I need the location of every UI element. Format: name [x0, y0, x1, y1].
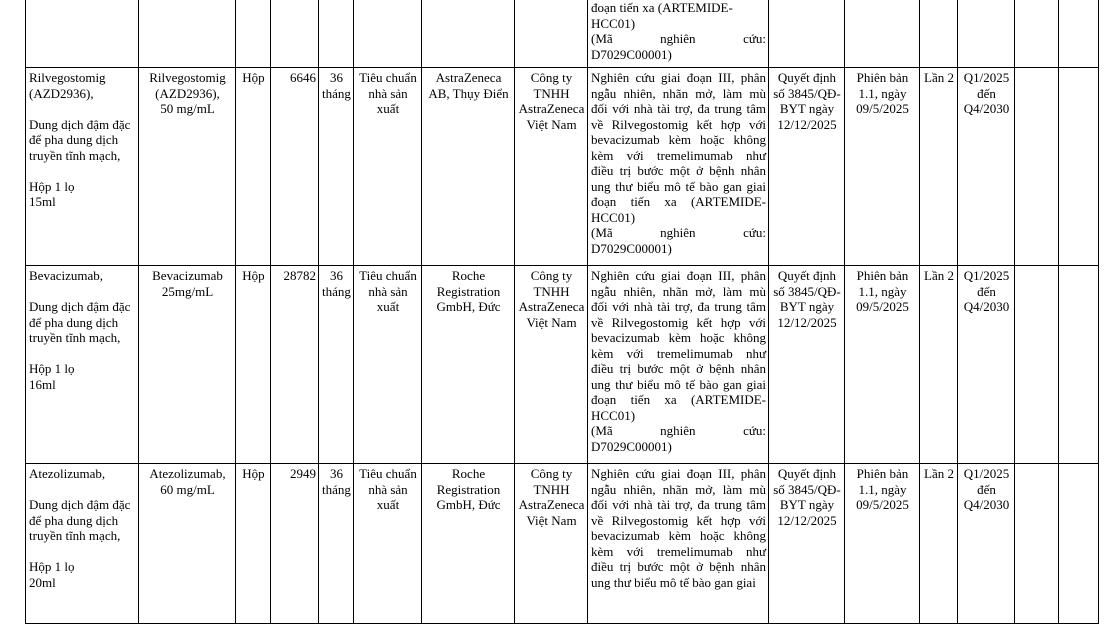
cell-company [515, 68, 588, 266]
decision-line: số 3845/QĐ- [773, 481, 841, 497]
quantity-text: 2949 [290, 466, 316, 481]
description-line: ngẫu nhiên, nhãn mở, làm mù [591, 283, 766, 299]
cell-ingredient [139, 464, 236, 624]
name-line [29, 101, 136, 117]
cell-times [920, 0, 958, 68]
manufacturer-line: GmbH, Đức [436, 497, 501, 512]
version-line: 1.1, ngày [858, 85, 907, 101]
cell-manufacturer [422, 68, 515, 266]
cell-version [845, 68, 920, 266]
ingredient-line: Atezolizumab, [149, 466, 226, 481]
name-line: để pha dung dịch [29, 512, 119, 528]
cell-company [515, 464, 588, 624]
manufacturer-line: Registration [436, 481, 501, 497]
ingredient-line: 60 mg/mL [160, 481, 215, 497]
description-line: đoạn tiến xa (ARTEMIDE- [591, 0, 733, 15]
description-line: đoạn tiến xa (ARTEMIDE- [591, 392, 766, 407]
cell-company [515, 266, 588, 464]
decision-line: BYT ngày [779, 497, 835, 512]
cell-name [26, 266, 139, 464]
cell-times [920, 464, 958, 624]
cell-name [26, 68, 139, 266]
name-line: để pha dung dịch [29, 314, 119, 330]
decision-line: 12/12/2025 [777, 116, 837, 132]
cell-unit [236, 266, 271, 464]
cell-standard [354, 266, 422, 464]
cell-decision [769, 266, 845, 464]
cell-empty [1059, 68, 1099, 266]
ingredient-line: 50 mg/mL [160, 101, 215, 116]
cell-quantity [271, 0, 319, 68]
manufacturer-line: AstraZeneca [435, 70, 502, 85]
shelf-life-line: tháng [322, 85, 351, 101]
ingredient-line: Rilvegostomig [149, 70, 226, 85]
name-line: Hộp 1 lọ [29, 559, 75, 574]
name-line: Dung dịch đậm đặc [29, 116, 131, 132]
period-line: đến [977, 283, 996, 299]
name-line: 15ml [29, 194, 56, 209]
period-line: đến [977, 481, 996, 497]
name-line: Hộp 1 lọ [29, 178, 75, 194]
cell-times [920, 266, 958, 464]
description-line: Nghiên cứu giai đoạn III, phân [591, 70, 766, 85]
standard-line: Tiêu chuẩn [359, 268, 417, 283]
manufacturer-line: Roche [451, 466, 486, 481]
version-line: Phiên bản [856, 268, 909, 283]
description-line: ung thư biểu mô tế bào gan giai [591, 574, 756, 590]
description-line: Nghiên cứu giai đoạn III, phân [591, 268, 766, 283]
table-row [26, 266, 1099, 464]
description-line: kèm với tremelimumab như [591, 147, 766, 163]
name-line: (AZD2936), [29, 85, 94, 101]
description-line: đối với nhà tài trợ, đa trung tâm [591, 101, 766, 116]
name-line: Dung dịch đậm đặc [29, 497, 131, 512]
cell-company [515, 0, 588, 68]
description-line: ung thư biểu mô tế bào gan giai [591, 376, 766, 392]
cell-unit [236, 0, 271, 68]
description-line: về Rilvegostomig kết hợp với [591, 512, 766, 528]
cell-description [588, 464, 769, 624]
description-line: ung thư biểu mô tế bào gan giai [591, 178, 766, 194]
description-line: ngẫu nhiên, nhãn mở, làm mù [591, 85, 766, 101]
cell-description [588, 266, 769, 464]
description-line: (Mã nghiên cứu: [591, 423, 766, 438]
description-line: kèm với tremelimumab như [591, 543, 766, 559]
unit-text: Hộp [242, 268, 265, 283]
ingredient-line: Bevacizumab [152, 268, 223, 283]
description-line: điều trị bước một ở bệnh nhân [591, 163, 766, 178]
cell-empty [1015, 266, 1059, 464]
company-line: Công ty [530, 466, 573, 481]
name-line [29, 346, 136, 362]
name-line: 20ml [29, 574, 56, 590]
standard-line: nhà sản [368, 85, 408, 101]
unit-text: Hộp [242, 70, 265, 85]
company-line: Việt Nam [526, 116, 577, 132]
times-text: Lần 2 [924, 466, 954, 481]
ingredient-line: 25mg/mL [161, 283, 214, 299]
description-line: (Mã nghiên cứu: [591, 225, 766, 240]
cell-ingredient [139, 0, 236, 68]
cell-empty [1059, 0, 1099, 68]
standard-line: nhà sản [368, 481, 408, 497]
version-line: 09/5/2025 [856, 101, 909, 116]
description-line: ngẫu nhiên, nhãn mở, làm mù [591, 481, 766, 497]
decision-line: Quyết định [777, 70, 837, 85]
cell-empty [1015, 0, 1059, 68]
cell-decision [769, 0, 845, 68]
cell-period [958, 464, 1015, 624]
standard-line: xuất [376, 497, 400, 512]
period-line: Q4/2030 [963, 299, 1010, 314]
name-line: truyền tĩnh mạch, [29, 528, 121, 543]
description-line: về Rilvegostomig kết hợp với [591, 314, 766, 330]
decision-line: 12/12/2025 [777, 512, 837, 528]
name-line: Rilvegostomig [29, 70, 106, 85]
company-line: Việt Nam [526, 512, 577, 528]
name-line [29, 163, 136, 179]
name-line: Atezolizumab, [29, 466, 106, 481]
cell-standard [354, 68, 422, 266]
name-line: Dung dịch đậm đặc [29, 299, 131, 314]
company-line: AstraZeneca [518, 497, 585, 512]
name-line [29, 482, 136, 498]
description-line: đoạn tiến xa (ARTEMIDE- [591, 194, 766, 209]
cell-description [588, 0, 769, 68]
cell-ingredient [139, 266, 236, 464]
cell-ingredient [139, 68, 236, 266]
table-row [26, 68, 1099, 266]
times-text: Lần 2 [924, 268, 954, 283]
period-line: Q1/2025 [963, 466, 1010, 481]
name-line [29, 284, 136, 300]
company-line: Công ty [530, 70, 573, 85]
name-line: truyền tĩnh mạch, [29, 147, 121, 163]
quantity-text: 28782 [283, 268, 316, 283]
version-line: 1.1, ngày [858, 481, 907, 497]
description-line: điều trị bước một ở bệnh nhân [591, 361, 766, 376]
standard-line: Tiêu chuẩn [359, 70, 417, 85]
unit-text: Hộp [242, 466, 265, 481]
company-line: TNHH [533, 85, 570, 101]
description-line: HCC01) [591, 15, 636, 31]
description-line: D7029C00001) [591, 438, 672, 454]
version-line: 09/5/2025 [856, 497, 909, 512]
description-line: bevacizumab kèm hoặc không [591, 528, 766, 543]
standard-line: nhà sản [368, 283, 408, 299]
standard-line: Tiêu chuẩn [359, 466, 417, 481]
description-line: bevacizumab kèm hoặc không [591, 330, 766, 345]
description-line: đối với nhà tài trợ, đa trung tâm [591, 497, 766, 512]
cell-empty [1059, 266, 1099, 464]
decision-line: BYT ngày [779, 299, 835, 314]
cell-empty [1015, 68, 1059, 266]
quantity-text: 6646 [290, 70, 316, 85]
cell-empty [1059, 464, 1099, 624]
cell-quantity [271, 266, 319, 464]
cell-manufacturer [422, 266, 515, 464]
cell-shelf-life [319, 464, 354, 624]
description-line: D7029C00001) [591, 46, 672, 62]
cell-name [26, 0, 139, 68]
name-line: Hộp 1 lọ [29, 361, 75, 376]
decision-line: Quyết định [777, 466, 837, 481]
period-line: Q4/2030 [963, 101, 1010, 116]
cell-shelf-life [319, 266, 354, 464]
shelf-life-line: tháng [322, 283, 351, 299]
description-line: HCC01) [591, 407, 636, 423]
description-line: D7029C00001) [591, 240, 672, 256]
cell-times [920, 68, 958, 266]
company-line: TNHH [533, 481, 570, 497]
decision-line: số 3845/QĐ- [773, 85, 841, 101]
cell-shelf-life [319, 68, 354, 266]
cell-version [845, 266, 920, 464]
cell-period [958, 0, 1015, 68]
description-line: Nghiên cứu giai đoạn III, phân [591, 466, 766, 481]
cell-manufacturer [422, 0, 515, 68]
description-line: (Mã nghiên cứu: [591, 31, 766, 46]
version-line: Phiên bản [856, 70, 909, 85]
version-line: 1.1, ngày [858, 283, 907, 299]
name-line: Bevacizumab, [29, 268, 103, 283]
cell-unit [236, 464, 271, 624]
period-line: Q4/2030 [963, 497, 1010, 512]
cell-manufacturer [422, 464, 515, 624]
manufacturer-line: AB, Thụy Điển [428, 85, 509, 101]
decision-line: BYT ngày [779, 101, 835, 116]
cell-quantity [271, 68, 319, 266]
decision-line: 12/12/2025 [777, 314, 837, 330]
cell-shelf-life [319, 0, 354, 68]
cell-quantity [271, 464, 319, 624]
decision-line: số 3845/QĐ- [773, 283, 841, 299]
description-line: về Rilvegostomig kết hợp với [591, 116, 766, 132]
company-line: Việt Nam [526, 314, 577, 330]
decision-line: Quyết định [777, 268, 837, 283]
cell-version [845, 0, 920, 68]
name-line [29, 544, 136, 560]
version-line: 09/5/2025 [856, 299, 909, 314]
standard-line: xuất [376, 101, 400, 116]
shelf-life-line: tháng [322, 481, 351, 497]
manufacturer-line: Registration [436, 283, 501, 299]
description-line: đối với nhà tài trợ, đa trung tâm [591, 299, 766, 314]
cell-description [588, 68, 769, 266]
period-line: Q1/2025 [963, 268, 1010, 283]
table-row [26, 464, 1099, 624]
description-line: kèm với tremelimumab như [591, 345, 766, 361]
shelf-life-line: 36 [330, 466, 343, 481]
cell-version [845, 464, 920, 624]
shelf-life-line: 36 [330, 70, 343, 85]
period-line: Q1/2025 [963, 70, 1010, 85]
description-line: bevacizumab kèm hoặc không [591, 132, 766, 147]
period-line: đến [977, 85, 996, 101]
company-line: AstraZeneca [518, 299, 585, 314]
description-line: điều trị bước một ở bệnh nhân [591, 559, 766, 574]
cell-standard [354, 464, 422, 624]
table-row-continued [26, 0, 1099, 68]
name-line: truyền tĩnh mạch, [29, 330, 121, 345]
cell-standard [354, 0, 422, 68]
ingredient-line: (AZD2936), [155, 85, 220, 101]
manufacturer-line: GmbH, Đức [436, 299, 501, 314]
cell-unit [236, 68, 271, 266]
description-line: HCC01) [591, 209, 636, 225]
cell-name [26, 464, 139, 624]
cell-empty [1015, 464, 1059, 624]
times-text: Lần 2 [924, 70, 954, 85]
version-line: Phiên bản [856, 466, 909, 481]
cell-period [958, 266, 1015, 464]
company-line: Công ty [530, 268, 573, 283]
cell-period [958, 68, 1015, 266]
cell-decision [769, 464, 845, 624]
cell-decision [769, 68, 845, 266]
manufacturer-line: Roche [451, 268, 486, 283]
company-line: AstraZeneca [518, 101, 585, 116]
drug-list-table [25, 0, 1099, 624]
name-line: để pha dung dịch [29, 132, 119, 147]
name-line: 16ml [29, 376, 56, 392]
company-line: TNHH [533, 283, 570, 299]
shelf-life-line: 36 [330, 268, 343, 283]
standard-line: xuất [376, 299, 400, 314]
